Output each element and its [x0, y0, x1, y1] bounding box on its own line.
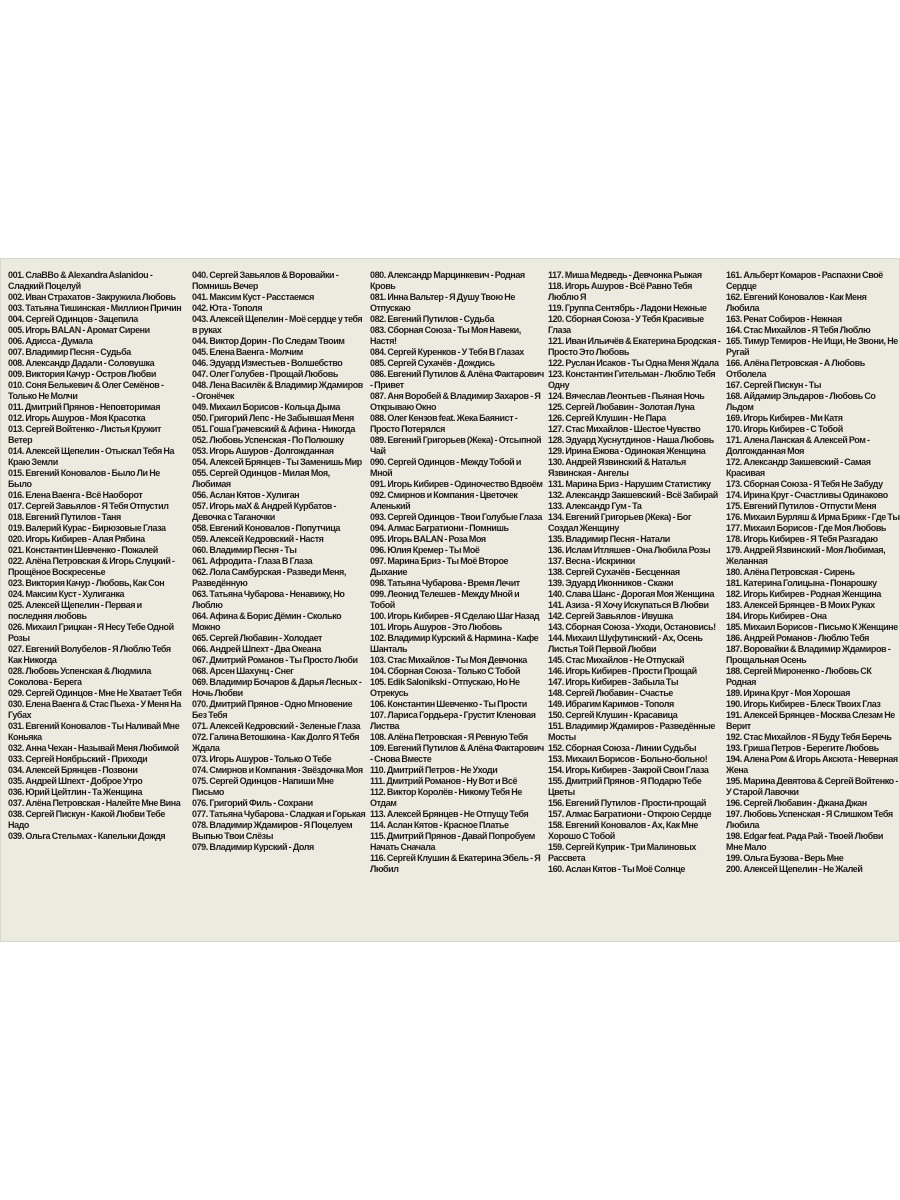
track-entry: 088. Олег Кензов feat. Жека Баянист - Просто Потерялся	[370, 412, 518, 434]
track-entry: 114. Аслан Кятов - Красное Платье	[370, 819, 509, 830]
track-entry: 063. Татьяна Чубарова - Ненавижу, Но Люблю	[192, 588, 345, 610]
track-entry: 001. СлаВВо & Alexandra Aslanidou - Сладкий Поцелуй	[8, 269, 153, 291]
track-entry: 105. Edik Salonikski - Отпускаю, Но Не Отрекусь	[370, 676, 520, 698]
track-entry: 074. Смирнов и Компания - Звёздочка Моя	[192, 764, 363, 775]
track-entry: 072. Галина Ветошкина - Как Долго Я Тебя Ждала	[192, 731, 360, 753]
track-entry: 016. Елена Ваенга - Всё Наоборот	[8, 489, 143, 500]
track-entry: 030. Елена Ваенга & Стас Пьеха - У Меня На Губах	[8, 698, 181, 720]
track-entry: 175. Евгений Путилов - Отпусти Меня	[726, 500, 877, 511]
track-entry: 138. Сергей Сухачёв - Бесценная	[548, 566, 680, 577]
track-entry: 141. Азиза - Я Хочу Искупаться В Любви	[548, 599, 709, 610]
track-entry: 100. Игорь Кибирев - Я Сделаю Шаг Назад	[370, 610, 540, 621]
track-entry: 109. Евгений Путилов & Алёна Фактарович - Снова Вместе	[370, 742, 544, 764]
track-entry: 119. Группа Сентябрь - Ладони Нежные	[548, 302, 707, 313]
track-entry: 163. Ренат Собиров - Нежная	[726, 313, 842, 324]
track-entry: 121. Иван Ильичёв & Екатерина Бродская - Просто Это Любовь	[548, 335, 721, 357]
track-entry: 060. Владимир Песня - Ты	[192, 544, 297, 555]
track-entry: 055. Сергей Одинцов - Милая Моя, Любимая	[192, 467, 330, 489]
track-entry: 020. Игорь Кибирев - Алая Рябина	[8, 533, 145, 544]
track-entry: 181. Катерина Голицына - Понарошку	[726, 577, 877, 588]
track-entry: 012. Игорь Ашуров - Моя Красотка	[8, 412, 146, 423]
track-entry: 033. Сергей Ноябрьский - Приходи	[8, 753, 148, 764]
track-entry: 177. Михаил Борисов - Где Моя Любовь	[726, 522, 887, 533]
track-entry: 048. Лена Василёк & Владимир Ждамиров - Огонёчек	[192, 379, 363, 401]
track-entry: 120. Сборная Союза - У Тебя Красивые Глаза	[548, 313, 704, 335]
track-entry: 173. Сборная Союза - Я Тебя Не Забуду	[726, 478, 883, 489]
tracklist-column-1	[8, 269, 184, 937]
track-entry: 156. Евгений Путилов - Прости-прощай	[548, 797, 706, 808]
track-entry: 196. Сергей Любавин - Джана Джан	[726, 797, 867, 808]
track-entry: 153. Михаил Борисов - Больно-больно!	[548, 753, 708, 764]
track-entry: 023. Виктория Качур - Любовь, Как Сон	[8, 577, 165, 588]
track-entry: 101. Игорь Ашуров - Это Любовь	[370, 621, 502, 632]
track-entry: 002. Иван Страхатов - Закружила Любовь	[8, 291, 176, 302]
tracklist-column-5	[726, 269, 900, 937]
track-entry: 073. Игорь Ашуров - Только О Тебе	[192, 753, 332, 764]
track-entry: 107. Лариса Гордьера - Грустит Кленовая Листва	[370, 709, 536, 731]
track-entry: 065. Сергей Любавин - Холодает	[192, 632, 323, 643]
track-entry: 032. Анна Чехан - Называй Меня Любимой	[8, 742, 179, 753]
track-entry: 160. Аслан Кятов - Ты Моё Солнце	[548, 863, 685, 874]
track-entry: 200. Алексей Щепелин - Не Жалей	[726, 863, 863, 874]
track-entry: 183. Алексей Брянцев - В Моих Руках	[726, 599, 875, 610]
track-entry: 084. Сергей Куренков - У Тебя В Глазах	[370, 346, 524, 357]
track-entry: 147. Игорь Кибирев - Забыла Ты	[548, 676, 679, 687]
track-entry: 112. Виктор Королёв - Никому Тебя Не Отдам	[370, 786, 522, 808]
tracklist-column-4	[548, 269, 724, 937]
track-entry: 021. Константин Шевченко - Пожалей	[8, 544, 158, 555]
track-entry: 093. Сергей Одинцов - Твои Голубые Глаза	[370, 511, 542, 522]
track-entry: 135. Владимир Песня - Натали	[548, 533, 670, 544]
track-entry: 079. Владимир Курский - Доля	[192, 841, 314, 852]
track-entry: 005. Игорь BALAN - Аромат Сирени	[8, 324, 150, 335]
track-entry: 179. Андрей Язвинский - Моя Любимая, Желанная	[726, 544, 886, 566]
track-entry: 050. Григорий Лепс - Не Забывшая Меня	[192, 412, 354, 423]
track-entry: 028. Любовь Успенская & Людмила Соколова - Берега	[8, 665, 151, 687]
track-entry: 061. Афродита - Глаза В Глаза	[192, 555, 313, 566]
track-entry: 036. Юрий Цейтлин - Та Женщина	[8, 786, 143, 797]
track-entry: 197. Любовь Успенская - Я Слишком Тебя Любила	[726, 808, 893, 830]
track-entry: 013. Сергей Войтенко - Листья Кружит Ветер	[8, 423, 161, 445]
track-entry: 122. Руслан Исаков - Ты Одна Меня Ждала	[548, 357, 719, 368]
track-entry: 069. Владимир Бочаров & Дарья Лесных - Ночь Любви	[192, 676, 362, 698]
track-entry: 155. Дмитрий Прянов - Я Подарю Тебе Цветы	[548, 775, 702, 797]
track-entry: 070. Дмитрий Прянов - Одно Мгновение Без Тебя	[192, 698, 353, 720]
track-entry: 019. Валерий Курас - Бирюзовые Глаза	[8, 522, 166, 533]
track-entry: 146. Игорь Кибирев - Прости Прощай	[548, 665, 697, 676]
track-entry: 047. Олег Голубев - Прощай Любовь	[192, 368, 338, 379]
track-entry: 167. Сергей Пискун - Ты	[726, 379, 821, 390]
track-entry: 113. Алексей Брянцев - Не Отпущу Тебя	[370, 808, 529, 819]
track-entry: 170. Игорь Кибирев - С Тобой	[726, 423, 843, 434]
track-entry: 102. Владимир Курский & Нармина - Кафе Шанталь	[370, 632, 539, 654]
track-entry: 103. Стас Михайлов - Ты Моя Девчонка	[370, 654, 527, 665]
track-entry: 190. Игорь Кибирев - Блеск Твоих Глаз	[726, 698, 881, 709]
track-entry: 185. Михаил Борисов - Письмо К Женщине	[726, 621, 898, 632]
track-entry: 024. Максим Куст - Хулиганка	[8, 588, 125, 599]
track-entry: 184. Игорь Кибирев - Она	[726, 610, 827, 621]
track-entry: 052. Любовь Успенская - По Полюшку	[192, 434, 344, 445]
track-entry: 111. Дмитрий Романов - Ну Вот и Всё	[370, 775, 518, 786]
track-entry: 096. Юлия Кремер - Ты Моё	[370, 544, 480, 555]
track-entry: 189. Ирина Круг - Моя Хорошая	[726, 687, 850, 698]
track-entry: 186. Андрей Романов - Люблю Тебя	[726, 632, 869, 643]
track-entry: 053. Игорь Ашуров - Долгожданная	[192, 445, 334, 456]
track-entry: 125. Сергей Любавин - Золотая Луна	[548, 401, 695, 412]
track-entry: 140. Слава Шанс - Дорогая Моя Женщина	[548, 588, 715, 599]
track-entry: 178. Игорь Кибирев - Я Тебя Разгадаю	[726, 533, 878, 544]
track-entry: 152. Сборная Союза - Линии Судьбы	[548, 742, 697, 753]
track-entry: 098. Татьяна Чубарова - Время Лечит	[370, 577, 520, 588]
track-entry: 149. Ибрагим Каримов - Тополя	[548, 698, 674, 709]
track-entry: 099. Леонид Телешев - Между Мной и Тобой	[370, 588, 520, 610]
track-entry: 124. Вячеслав Леонтьев - Пьяная Ночь	[548, 390, 705, 401]
track-entry: 148. Сергей Любавин - Счастье	[548, 687, 673, 698]
track-entry: 151. Владимир Ждамиров - Разведённые Мосты	[548, 720, 715, 742]
track-entry: 137. Весна - Искринки	[548, 555, 635, 566]
track-entry: 094. Алмас Багратиони - Помнишь	[370, 522, 509, 533]
track-entry: 090. Сергей Одинцов - Между Тобой и Мной	[370, 456, 521, 478]
track-entry: 018. Евгений Путилов - Таня	[8, 511, 121, 522]
track-entry: 017. Сергей Завьялов - Я Тебя Отпустил	[8, 500, 169, 511]
track-entry: 162. Евгений Коновалов - Как Меня Любила	[726, 291, 867, 313]
track-entry: 022. Алёна Петровская & Игорь Слуцкий - Прощёное Воскресенье	[8, 555, 175, 577]
track-entry: 133. Александр Гум - Та	[548, 500, 642, 511]
track-entry: 176. Михаил Бурляш & Ирма Брикк - Где Ты	[726, 511, 900, 522]
track-entry: 108. Алёна Петровская - Я Ревную Тебя	[370, 731, 528, 742]
track-entry: 116. Сергей Клушин & Екатерина Эбель - Я Любил	[370, 852, 541, 874]
track-entry: 080. Александр Марцинкевич - Родная Кровь	[370, 269, 525, 291]
track-entry: 003. Татьяна Тишинская - Миллион Причин	[8, 302, 182, 313]
track-entry: 115. Дмитрий Прянов - Давай Попробуем Начать Сначала	[370, 830, 535, 852]
track-entry: 091. Игорь Кибирев - Одиночество Вдвоём	[370, 478, 543, 489]
track-entry: 045. Елена Ваенга - Молчим	[192, 346, 303, 357]
track-entry: 195. Марина Девятова & Сергей Войтенко - У Старой Лавочки	[726, 775, 898, 797]
track-entry: 062. Лола Самбурская - Разведи Меня, Разведённую	[192, 566, 346, 588]
track-entry: 199. Ольга Бузова - Верь Мне	[726, 852, 844, 863]
track-entry: 007. Владимир Песня - Судьба	[8, 346, 131, 357]
track-entry: 066. Андрей Шпехт - Два Океана	[192, 643, 321, 654]
track-entry: 145. Стас Михайлов - Не Отпускай	[548, 654, 685, 665]
track-entry: 157. Алмас Багратиони - Открою Сердце	[548, 808, 712, 819]
track-entry: 182. Игорь Кибирев - Родная Женщина	[726, 588, 881, 599]
track-entry: 118. Игорь Ашуров - Всё Равно Тебя Люблю Я	[548, 280, 692, 302]
track-entry: 026. Михаил Грицкан - Я Несу Тебе Одной Розы	[8, 621, 174, 643]
track-entry: 027. Евгений Волубелов - Я Люблю Тебя Как Никогда	[8, 643, 171, 665]
track-entry: 188. Сергей Мироненко - Любовь СК Родная	[726, 665, 872, 687]
track-entry: 134. Евгений Григорьев (Жека) - Бог Создал Женщину	[548, 511, 692, 533]
track-entry: 085. Сергей Сухачёв - Дождись	[370, 357, 495, 368]
track-entry: 089. Евгений Григорьев (Жека) - Отсыпной Чай	[370, 434, 542, 456]
track-entry: 058. Евгений Коновалов - Попутчица	[192, 522, 341, 533]
track-entry: 150. Сергей Клушин - Красавица	[548, 709, 678, 720]
track-entry: 104. Сборная Союза - Только С Тобой	[370, 665, 521, 676]
track-entry: 128. Эдуард Хуснутдинов - Наша Любовь	[548, 434, 714, 445]
track-entry: 011. Дмитрий Прянов - Неповторимая	[8, 401, 161, 412]
track-entry: 057. Игорь маХ & Андрей Курбатов - Девочка с Таганочки	[192, 500, 337, 522]
track-entry: 092. Смирнов и Компания - Цветочек Аленький	[370, 489, 518, 511]
track-entry: 068. Арсен Шахунц - Снег	[192, 665, 294, 676]
track-entry: 187. Воровайки & Владимир Ждамиров - Прощальная Осень	[726, 643, 891, 665]
track-entry: 117. Миша Медведь - Девчонка Рыжая	[548, 269, 702, 280]
track-entry: 049. Михаил Борисов - Кольца Дыма	[192, 401, 340, 412]
track-entry: 081. Инна Вальтер - Я Душу Твою Не Отпускаю	[370, 291, 515, 313]
track-entry: 131. Марина Бриз - Нарушим Статистику	[548, 478, 711, 489]
track-entry: 009. Виктория Качур - Остров Любви	[8, 368, 156, 379]
track-entry: 006. Адисса - Думала	[8, 335, 93, 346]
track-entry: 174. Ирина Круг - Счастливы Одинаково	[726, 489, 888, 500]
cd-back-cover-tracklist	[0, 258, 900, 942]
track-entry: 039. Ольга Стельмах - Капельки Дождя	[8, 830, 166, 841]
track-entry: 054. Алексей Брянцев - Ты Заменишь Мир	[192, 456, 362, 467]
track-entry: 154. Игорь Кибирев - Закрой Свои Глаза	[548, 764, 709, 775]
track-entry: 034. Алексей Брянцев - Позвони	[8, 764, 138, 775]
track-entry: 004. Сергей Одинцов - Зацепила	[8, 313, 138, 324]
track-entry: 077. Татьяна Чубарова - Сладкая и Горькая	[192, 808, 366, 819]
track-entry: 071. Алексей Кедровский - Зеленые Глаза	[192, 720, 361, 731]
track-entry: 043. Алексей Щепелин - Моё сердце у тебя в руках	[192, 313, 363, 335]
track-entry: 139. Эдуард Иконников - Скажи	[548, 577, 674, 588]
track-entry: 046. Эдуард Изместьев - Волшебство	[192, 357, 343, 368]
track-entry: 042. Юта - Тополя	[192, 302, 263, 313]
track-entry: 159. Сергей Куприк - Три Малиновых Рассвета	[548, 841, 696, 863]
track-entry: 192. Стас Михайлов - Я Буду Тебя Беречь	[726, 731, 892, 742]
track-entry: 056. Аслан Кятов - Хулиган	[192, 489, 300, 500]
track-entry: 130. Андрей Язвинский & Наталья Язвинская - Ангелы	[548, 456, 686, 478]
track-entry: 015. Евгений Коновалов - Было Ли Не Было	[8, 467, 160, 489]
track-entry: 059. Алексей Кедровский - Настя	[192, 533, 324, 544]
tracklist-columns	[8, 269, 900, 937]
track-entry: 123. Константин Гительман - Люблю Тебя Одну	[548, 368, 716, 390]
track-entry: 171. Алена Ланская & Алексей Ром - Долгожданная Моя	[726, 434, 870, 456]
track-entry: 095. Игорь BALAN - Роза Моя	[370, 533, 486, 544]
tracklist-column-2	[192, 269, 368, 937]
track-entry: 144. Михаил Шуфутинский - Ах, Осень Листья Той Первой Любви	[548, 632, 703, 654]
track-entry: 136. Ислам Итляшев - Она Любила Розы	[548, 544, 711, 555]
track-entry: 031. Евгений Коновалов - Ты Наливай Мне Коньяка	[8, 720, 180, 742]
track-entry: 083. Сборная Союза - Ты Моя Навеки, Настя!	[370, 324, 521, 346]
track-entry: 087. Аня Воробей & Владимир Захаров - Я Открываю Окно	[370, 390, 541, 412]
track-entry: 158. Евгений Коновалов - Ах, Как Мне Хорошо С Тобой	[548, 819, 698, 841]
track-entry: 143. Сборная Союза - Уходи, Остановись!	[548, 621, 716, 632]
track-entry: 067. Дмитрий Романов - Ты Просто Люби	[192, 654, 358, 665]
track-entry: 142. Сергей Завьялов - Ивушка	[548, 610, 673, 621]
track-entry: 166. Алёна Петровская - А Любовь Отболела	[726, 357, 865, 379]
track-entry: 191. Алексей Брянцев - Москва Слезам Не Верит	[726, 709, 895, 731]
track-entry: 172. Александр Закшевский - Самая Красивая	[726, 456, 871, 478]
track-entry: 194. Алена Ром & Игорь Аксюта - Неверная Жена	[726, 753, 898, 775]
track-entry: 126. Сергей Клушин - Не Пара	[548, 412, 666, 423]
track-entry: 041. Максим Куст - Расстаемся	[192, 291, 314, 302]
track-entry: 025. Алексей Щепелин - Первая и последняя любовь	[8, 599, 142, 621]
track-entry: 010. Соня Белькевич & Олег Семёнов - Только Не Молчи	[8, 379, 164, 401]
track-entry: 075. Сергей Одинцов - Напиши Мне Письмо	[192, 775, 334, 797]
track-entry: 035. Андрей Шпехт - Доброе Утро	[8, 775, 143, 786]
track-entry: 161. Альберт Комаров - Распахни Своё Сердце	[726, 269, 883, 291]
track-entry: 040. Сергей Завьялов & Воровайки - Помнишь Вечер	[192, 269, 339, 291]
track-entry: 198. Edgar feat. Рада Рай - Твоей Любви Мне Мало	[726, 830, 883, 852]
track-entry: 169. Игорь Кибирев - Ми Катя	[726, 412, 843, 423]
track-entry: 180. Алёна Петровская - Сирень	[726, 566, 855, 577]
track-entry: 097. Марина Бриз - Ты Моё Второе Дыхание	[370, 555, 509, 577]
track-entry: 132. Александр Закшевский - Всё Забирай	[548, 489, 718, 500]
track-entry: 014. Алексей Щепелин - Отыскал Тебя На Краю Земли	[8, 445, 175, 467]
track-entry: 051. Гоша Грачевский & Афина - Никогда	[192, 423, 355, 434]
track-entry: 110. Дмитрий Петров - Не Уходи	[370, 764, 498, 775]
track-entry: 086. Евгений Путилов & Алёна Фактарович - Привет	[370, 368, 544, 390]
track-entry: 193. Гриша Петров - Берегите Любовь	[726, 742, 879, 753]
track-entry: 008. Александр Дадали - Соловушка	[8, 357, 155, 368]
track-entry: 164. Стас Михайлов - Я Тебя Люблю	[726, 324, 871, 335]
track-entry: 076. Григорий Филь - Сохрани	[192, 797, 313, 808]
track-entry: 127. Стас Михайлов - Шестое Чувство	[548, 423, 701, 434]
track-entry: 165. Тимур Темиров - Не Ищи, Не Звони, Не Ругай	[726, 335, 898, 357]
tracklist-column-3	[370, 269, 546, 937]
track-entry: 029. Сергей Одинцов - Мне Не Хватает Тебя	[8, 687, 182, 698]
track-entry: 037. Алёна Петровская - Налейте Мне Вина	[8, 797, 181, 808]
track-entry: 044. Виктор Дорин - По Следам Твоим	[192, 335, 345, 346]
track-entry: 078. Владимир Ждамиров - Я Поцелуем Выпью Твои Слёзы	[192, 819, 353, 841]
track-entry: 082. Евгений Путилов - Судьба	[370, 313, 495, 324]
track-entry: 064. Афина & Борис Дёмин - Сколько Можно	[192, 610, 342, 632]
track-entry: 168. Айдамир Эльдаров - Любовь Со Льдом	[726, 390, 876, 412]
track-entry: 129. Ирина Ежова - Одинокая Женщина	[548, 445, 706, 456]
track-entry: 038. Сергей Пискун - Какой Любви Тебе Надо	[8, 808, 165, 830]
track-entry: 106. Константин Шевченко - Ты Прости	[370, 698, 527, 709]
